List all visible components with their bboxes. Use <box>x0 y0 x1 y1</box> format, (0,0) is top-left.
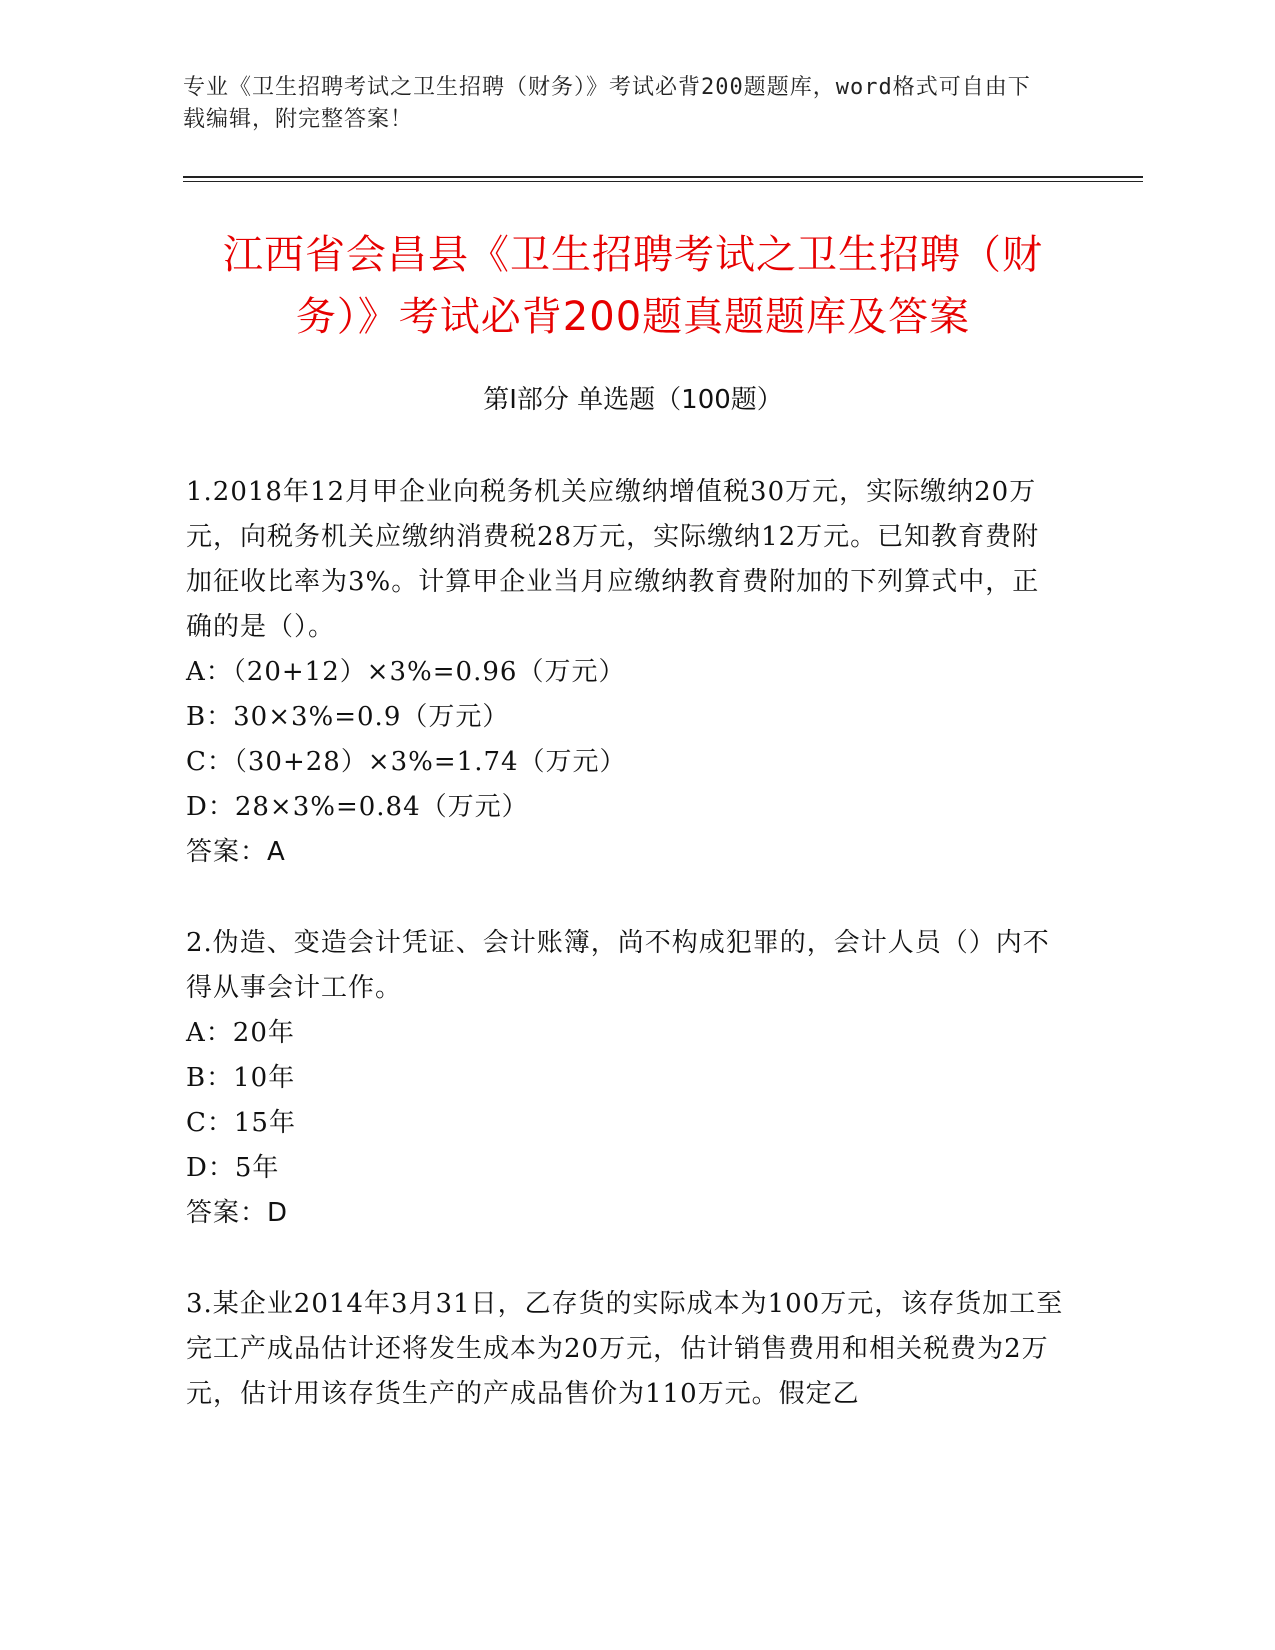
option-c: C：（30+28）×3%=1.74（万元） <box>186 747 627 777</box>
option-a: A：20年 <box>186 1018 295 1048</box>
option-a: A：（20+12）×3%=0.96（万元） <box>186 657 626 687</box>
option-d: D：28×3%=0.84（万元） <box>186 792 529 822</box>
option-c: C：15年 <box>186 1108 296 1138</box>
question-stem: 3.某企业2014年3月31日，乙存货的实际成本为100万元，该存货加工至完工产成品估计还将发生成本为20万元，估计销售费用和相关税费为2万元，估计用该存货生产的产成品售价为110万元。假定乙 <box>186 1289 1064 1409</box>
question-stem: 1.2018年12月甲企业向税务机关应缴纳增值税30万元，实际缴纳20万元，向税务机关应缴纳消费税28万元，实际缴纳12万元。已知教育费附加征收比率为3%。计算甲企业当月应缴纳教育费附加的下列算式中，正确的是（）。 <box>186 477 1040 642</box>
document-title: 江西省会昌县《卫生招聘考试之卫生招聘（财务）》考试必背200题真题题库及答案 <box>223 232 1043 340</box>
question-stem: 2.伪造、变造会计凭证、会计账簿，尚不构成犯罪的，会计人员（）内不得从事会计工作。 <box>186 928 1050 1003</box>
header-divider-thin <box>183 181 1143 182</box>
question-list <box>186 470 1066 1417</box>
header-note: 专业《卫生招聘考试之卫生招聘（财务）》考试必背200题题库，word格式可自由下载编辑，附完整答案！ <box>183 75 1031 132</box>
option-d: D：5年 <box>186 1153 280 1183</box>
answer: 答案：D <box>186 1198 289 1228</box>
section-title: 第Ⅰ部分 单选题（100题） <box>483 385 783 415</box>
option-b: B：30×3%=0.9（万元） <box>186 702 510 732</box>
header-divider-thick <box>183 176 1143 178</box>
question-1 <box>186 470 1066 875</box>
answer: 答案：A <box>186 837 286 867</box>
question-2 <box>186 921 1066 1236</box>
question-3 <box>186 1282 1066 1417</box>
option-b: B：10年 <box>186 1063 296 1093</box>
